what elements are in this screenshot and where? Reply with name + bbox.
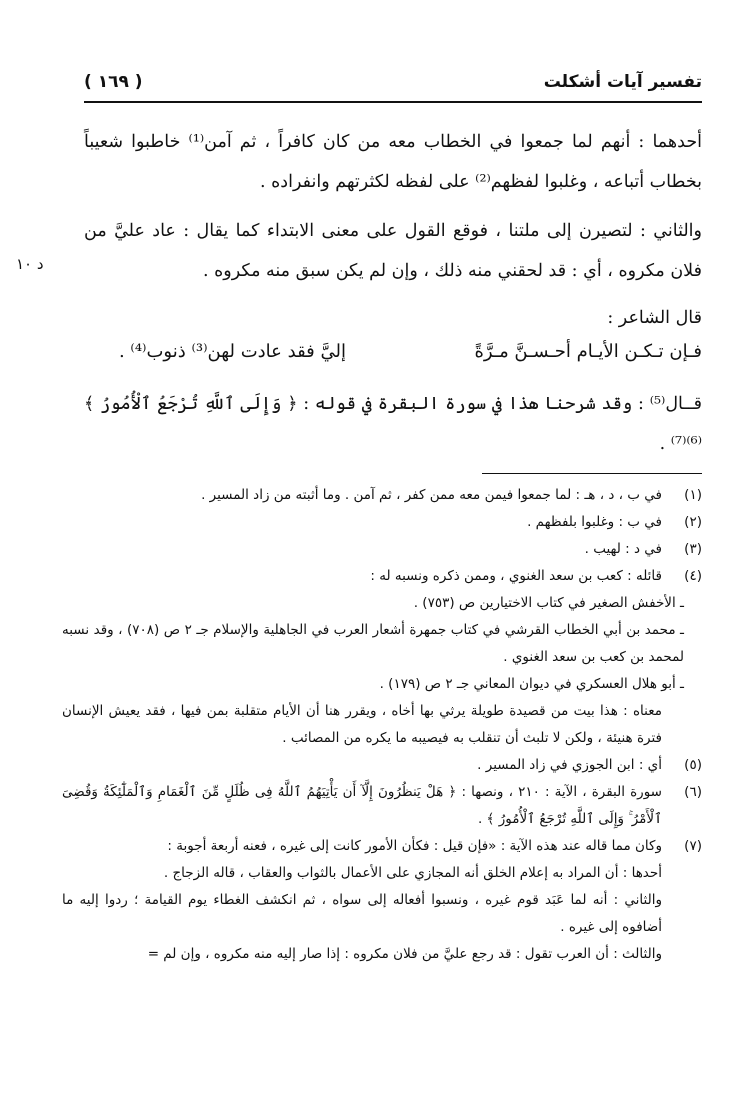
margin-note: د ١٠ bbox=[16, 255, 44, 273]
paragraph-first-answer: أحدهما : أنهم لما جمعوا في الخطاب معه من كان كافراً ، ثم آمن⁽¹⁾ خاطبوا شعيباً بخطاب أتباعه ، وغلبوا لفظهم⁽²⁾ على لفظه لكثرتهم وانفراده . bbox=[84, 132, 702, 192]
footnote: (٥) أي : ابن الجوزي في زاد المسير . bbox=[477, 757, 702, 773]
footnote: (٧) وكان مما قاله عند هذه الآية : «فإن قيل : فكأن الأمور كانت إلى غيره ، فعنه أربعة أجوبة : bbox=[167, 838, 702, 854]
page-number: ( ١٦٩ ) bbox=[84, 72, 143, 92]
poem-verse bbox=[84, 341, 702, 381]
footnote: (٦) سورة البقرة ، الآية : ٢١٠ ، ونصها : ﴿ هَلْ يَنظُرُونَ إِلَّآ أَن يَأْتِيَهُمُ ٱللَّهُ فِى ظُلَلٍ مِّنَ ٱلْغَمَامِ وَٱلْمَلَٰٓئِكَةُ وَقُضِىَ ٱلْأَمْرُ ۚ وَإِلَى ٱللَّهِ تُرْجَعُ ٱلْأُمُورُ ﴾ . bbox=[62, 784, 702, 827]
footnote: (٤) قائله : كعب بن سعد الغنوي ، وممن ذكره ونسبه له : bbox=[370, 568, 702, 584]
footnote: (١) في ب ، د ، هـ : لما جمعوا فيمن معه ممن كفر ، ثم آمن . وما أثبته من زاد المسير . bbox=[201, 487, 702, 503]
footnote-continuation: والثاني : أنه لما عَبَد قوم غيره ، ونسبوا أفعاله إلى سواه ، ثم انكشف الغطاء يوم القيامة ؛ ردوا إليه ما أضافوه إلى غيره . bbox=[62, 892, 662, 935]
footnote-source-line: ـ أبو هلال العسكري في ديوان المعاني جـ ٢ ص (١٧٩) . bbox=[379, 676, 684, 692]
verse-second-hemistich: إليَّ فقد عادت لهن⁽³⁾ ذنوب⁽⁴⁾ . bbox=[118, 341, 346, 362]
footnotes bbox=[62, 482, 702, 968]
footnote-meaning: معناه : هذا بيت من قصيدة طويلة يرثي بها أخاه ، ويقرر هنا أن الأيام متقلبة بمن فيها ، فقد يعيش الإنسان فترة هنيئة ، ولكن لا تلبث أن تنقلب به فيصيبه ما يكره من المصائب . bbox=[62, 703, 662, 746]
verse-first-hemistich: فـإن تـكـن الأيـام أحـسـنَّ مـرَّةً bbox=[474, 341, 702, 362]
header-rule bbox=[84, 101, 702, 103]
footnote-source-line: ـ الأخفش الصغير في كتاب الاختيارين ص (٧٥٣) . bbox=[413, 595, 684, 611]
footnote-continuation: أحدها : أن المراد به إعلام الخلق أنه المجازي على الأعمال بالثواب والعقاب ، قاله الزجاج . bbox=[163, 865, 662, 881]
running-title: تفسير آيات أشكلت bbox=[543, 72, 702, 92]
running-header bbox=[84, 72, 702, 98]
footnote: (٢) في ب : وغلبوا بلفظهم . bbox=[527, 514, 702, 530]
paragraph-quran-reference: قــال⁽⁵⁾ : وقد شرحنا هذا في سورة البقرة في قوله : ﴿ وَإِلَى ٱللَّهِ تُرْجَعُ ٱلْأُمُورُ ﴾⁽⁶⁾⁽⁷⁾ . bbox=[84, 394, 702, 454]
footnote: (٣) في د : لهيب . bbox=[584, 541, 702, 557]
paragraph-second-answer: والثاني : لتصيرن إلى ملتنا ، فوقع القول على معنى الابتداء كما يقال : عاد عليَّ من فلان مكروه ، أي : قد لحقني منه ذلك ، وإن لم يكن سبق منه مكروه . bbox=[84, 221, 702, 281]
poet-intro: قال الشاعر : bbox=[607, 308, 702, 328]
footnote-separator bbox=[482, 473, 702, 474]
footnote-source-line: ـ محمد بن أبي الخطاب القرشي في كتاب جمهرة أشعار العرب في الجاهلية والإسلام جـ ٢ ص (٧٠٨) ، وقد نسبه لمحمد بن كعب بن سعد الغنوي . bbox=[62, 622, 685, 665]
footnote-continuation: والثالث : أن العرب تقول : قد رجع عليَّ من فلان مكروه : إذا صار إليه منه مكروه ، وإن لم = bbox=[147, 946, 662, 962]
